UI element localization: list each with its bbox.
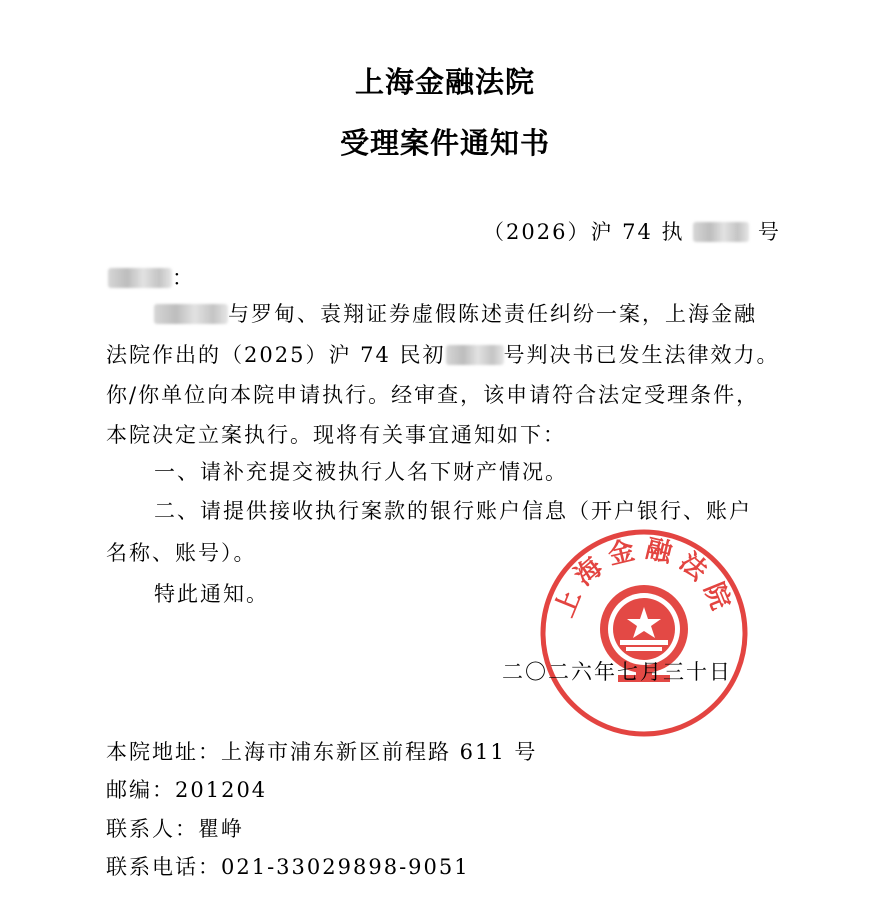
body-line-4: 本院决定立案执行。现将有关事宜通知如下： xyxy=(106,423,566,447)
redacted-judgment-number xyxy=(446,345,504,365)
postcode: 邮编：201204 xyxy=(106,778,268,802)
addressee xyxy=(108,262,195,292)
court-name: 上海金融法院 xyxy=(354,65,535,99)
court-seal-stamp xyxy=(538,527,750,739)
issue-date: 二〇二六年七月三十日 xyxy=(502,660,732,684)
redacted-addressee xyxy=(108,268,172,288)
case-number-suffix: 号 xyxy=(757,220,781,244)
seal-text: 上海金融法院 xyxy=(549,533,739,622)
closing-remark: 特此通知。 xyxy=(154,582,269,606)
body-line-1: 与罗甸、袁翔证券虚假陈述责任纠纷一案，上海金融 xyxy=(154,298,757,328)
redacted-case-number xyxy=(693,222,749,242)
redacted-applicant xyxy=(154,304,228,324)
contact-person: 联系人：瞿峥 xyxy=(106,817,244,841)
notice-item-2-line-2: 名称、账号）。 xyxy=(106,541,257,565)
contact-phone: 联系电话：021-33029898-9051 xyxy=(106,855,470,879)
notice-item-2-line-1: 二、请提供接收执行案款的银行账户信息（开户银行、账户 xyxy=(154,499,752,523)
body-line-2: 法院作出的（2025）沪 74 民初 号判决书已发生法律效力。 xyxy=(106,343,780,367)
addressee-colon: ： xyxy=(172,266,195,290)
case-number xyxy=(483,216,781,246)
court-address: 本院地址：上海市浦东新区前程路 611 号 xyxy=(106,740,538,764)
body-line-3: 你/你单位向本院申请执行。经审查，该申请符合法定受理条件， xyxy=(106,383,760,407)
notice-item-1: 一、请补充提交被执行人名下财产情况。 xyxy=(154,460,568,484)
case-number-prefix: （2026）沪 74 执 xyxy=(483,220,685,244)
document-title: 受理案件通知书 xyxy=(339,126,550,160)
